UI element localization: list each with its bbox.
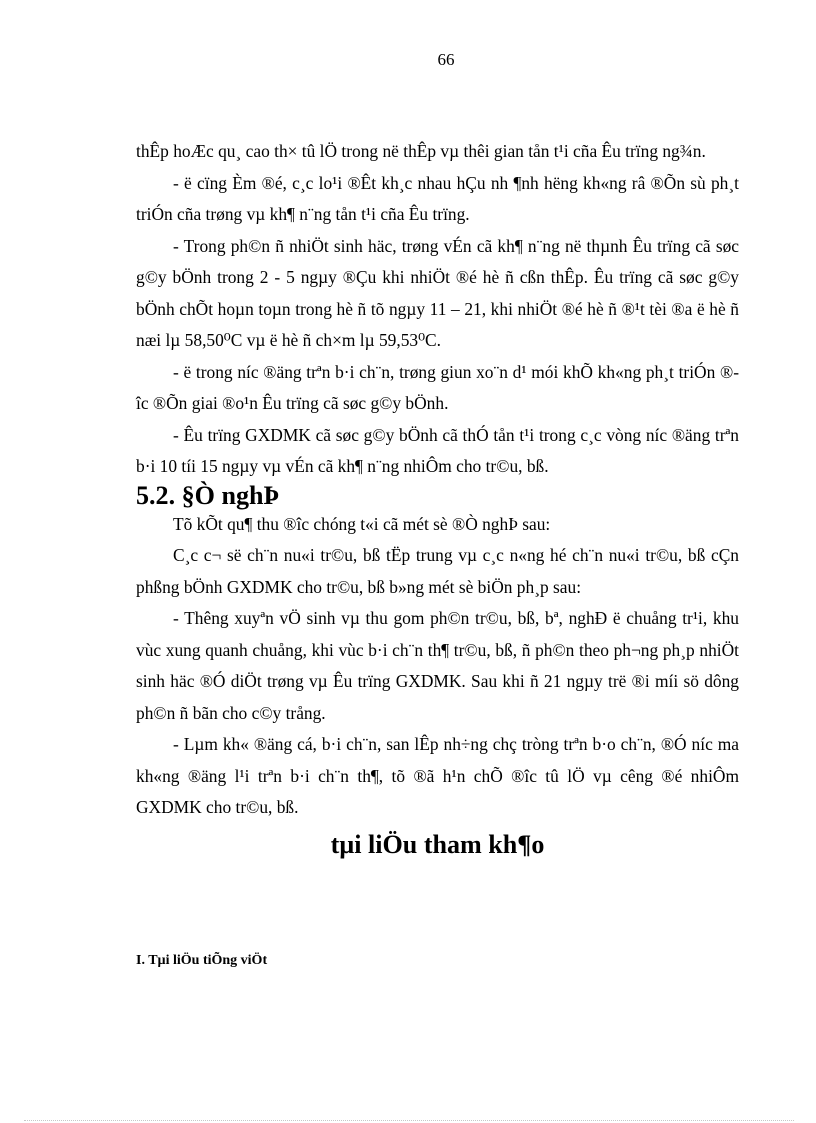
body-paragraph: - Êu trïng GXDMK cã søc g©y bÖnh cã thÓ tån t¹i trong c¸c vòng níc ®äng trªn b·i 10 tíi 15 ngµy vµ vÉn cã kh¶ n¨ng nhiÔm cho tr©u, bß. [136, 424, 739, 476]
body-paragraph: - Trong ph©n ñ nhiÖt sinh häc, trøng vÉn cã kh¶ n¨ng në thµnh Êu trïng cã søc g©y bÖnh trong 2 - 5 ngµy ®Çu khi nhiÖt ®é hè ñ cßn thÊp. Êu trïng cã søc g©y bÖnh chÕt hoµn toµn trong hè ñ tõ ngµy 11 – 21, khi nhiÖt ®é hè ñ ®¹t tèi ®a ë hè ñ næi lµ 58,50⁰C vµ ë hè ñ ch×m lµ 59,53⁰C. [136, 235, 739, 350]
body-paragraph: - ë cïng Èm ®é, c¸c lo¹i ®Êt kh¸c nhau hÇu nh ¶nh hëng kh«ng râ ®Õn sù ph¸t triÓn cña trøng vµ kh¶ n¨ng tån t¹i cña Êu trïng. [136, 172, 739, 224]
page-number: 66 [437, 50, 455, 69]
references-heading: tµi liÖu tham kh¶o [330, 829, 545, 859]
body-paragraph: - ë trong níc ®äng trªn b·i ch¨n, trøng giun xo¨n d¹ mói khÕ kh«ng ph¸t triÓn ®îc ®Õn giai ®o¹n Êu trïng cã søc g©y bÖnh. [136, 361, 739, 413]
body-paragraph: - Thêng xuyªn vÖ sinh vµ thu gom ph©n tr©u, bß, bª, nghÐ ë chuång tr¹i, khu vùc xung quanh chuång, khi vùc b·i ch¨n th¶ tr©u, bß, ñ ph©n theo ph¬ng ph¸p nhiÖt sinh häc ®Ó diÖt trøng vµ Êu trïng GXDMK. Sau khi ñ 21 ngµy trë ®i míi sö dông ph©n ñ bãn cho c©y trång. [136, 608, 739, 723]
page-body [136, 136, 739, 861]
page-bottom-divider [24, 1120, 794, 1121]
body-paragraph: Tõ kÕt qu¶ thu ®îc chóng t«i cã mét sè ®Ò nghÞ sau: [173, 513, 551, 534]
body-paragraph: - Lµm kh« ®äng cá, b·i ch¨n, san lÊp nh÷ng chç tròng trªn b·o ch¨n, ®Ó níc ma kh«ng ®äng l¹i trªn b·i ch¨n th¶, tõ ®ã h¹n chÕ ®îc tû lÖ vµ cêng ®é nhiÔm GXDMK cho tr©u, bß. [136, 734, 739, 817]
references-subheading: I. Tµi liÖu tiÕng viÖt [136, 953, 268, 968]
section-heading: 5.2. §Ò nghÞ [136, 480, 280, 510]
body-paragraph: thÊp hoÆc qu¸ cao th× tû lÖ trong në thÊp vµ thêi gian tån t¹i cña Êu trïng ng¾n. [136, 141, 706, 161]
body-paragraph: C¸c c¬ së ch¨n nu«i tr©u, bß tËp trung vµ c¸c n«ng hé ch¨n nu«i tr©u, bß cÇn phßng bÖnh GXDMK cho tr©u, bß b»ng mét sè biÖn ph¸p sau: [136, 545, 739, 597]
